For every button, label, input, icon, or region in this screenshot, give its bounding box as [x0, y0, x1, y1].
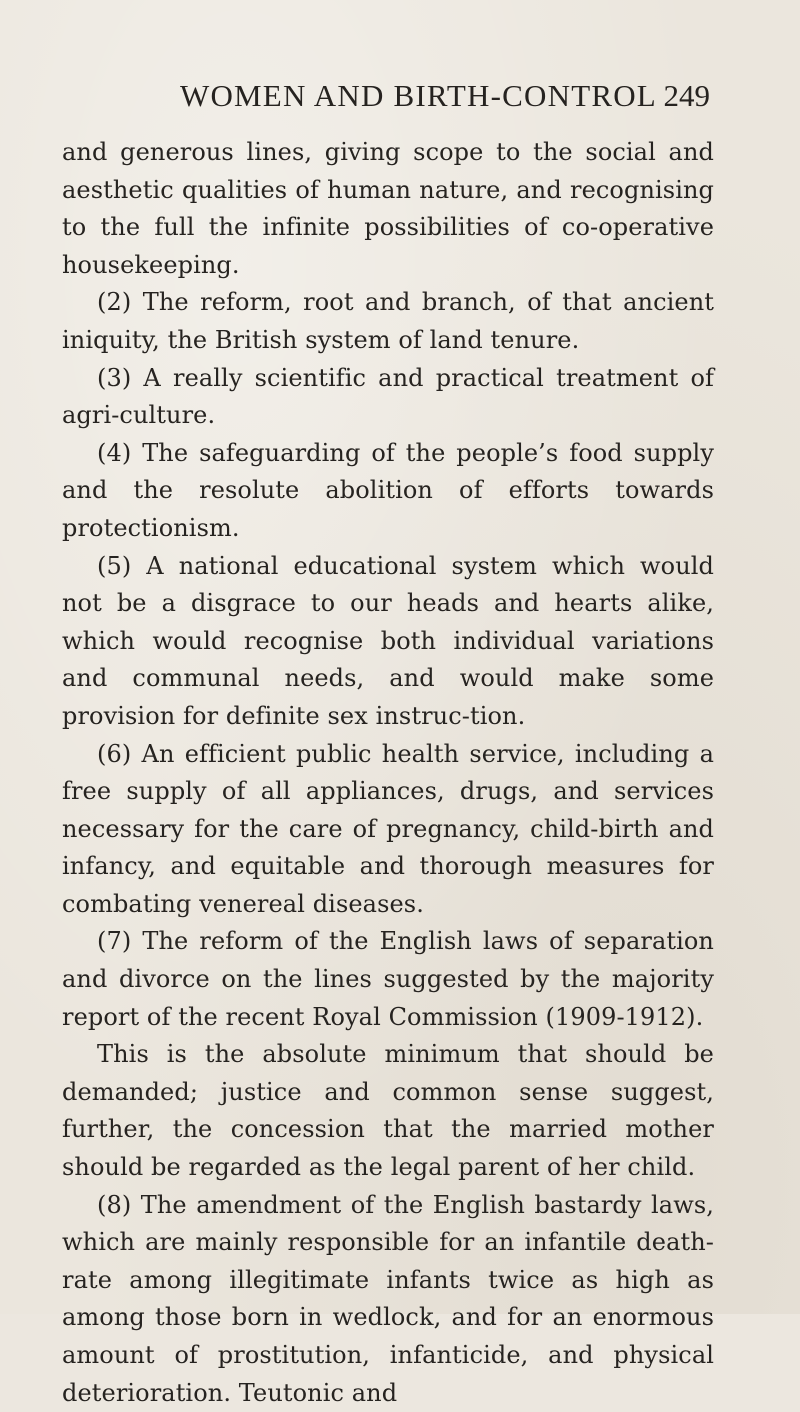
paragraph-minimum: This is the absolute minimum that should be demanded; justice and common sense suggest, further, the concession that the married mother should be regarded as the legal parent of her child. [62, 1040, 714, 1182]
running-title: WOMEN AND BIRTH-CONTROL [180, 78, 657, 113]
paragraph-item-8: (8) The amendment of the English bastardy laws, which are mainly responsible for an infantile death-rate among illegitimate infants twice as high as among those born in wedlock, and for an enormous amount of prostitution, infanticide, and physical deterioration. Teutonic and [62, 1190, 714, 1407]
page-header [0, 76, 800, 116]
paragraph-continuation: and generous lines, giving scope to the social and aesthetic qualities of human nature, and recognising to the full the infinite possibilities of co-operative housekeeping. [62, 138, 714, 279]
page-number: 249 [663, 78, 710, 113]
paragraph-item-6: (6) An efficient public health service, including a free supply of all appliances, drugs, and services necessary for the care of pregnancy, child-birth and infancy, and equitable and thorough measures for combating venereal diseases. [62, 739, 714, 918]
paragraph-item-5: (5) A national educational system which would not be a disgrace to our heads and hearts alike, which would recognise both individual variations and communal needs, and would make some provision for definite sex instruc-tion. [62, 551, 714, 730]
paragraph-item-7: (7) The reform of the English laws of separation and divorce on the lines suggested by the majority report of the recent Royal Commission (1909-1912). [62, 927, 714, 1031]
paragraph-item-4: (4) The safeguarding of the people’s food supply and the resolute abolition of efforts towards protectionism. [62, 438, 714, 542]
paragraph-item-3: (3) A really scientific and practical treatment of agri-culture. [62, 363, 714, 430]
body-text [62, 134, 714, 1412]
paragraph-item-2: (2) The reform, root and branch, of that ancient iniquity, the British system of land tenure. [62, 288, 714, 354]
